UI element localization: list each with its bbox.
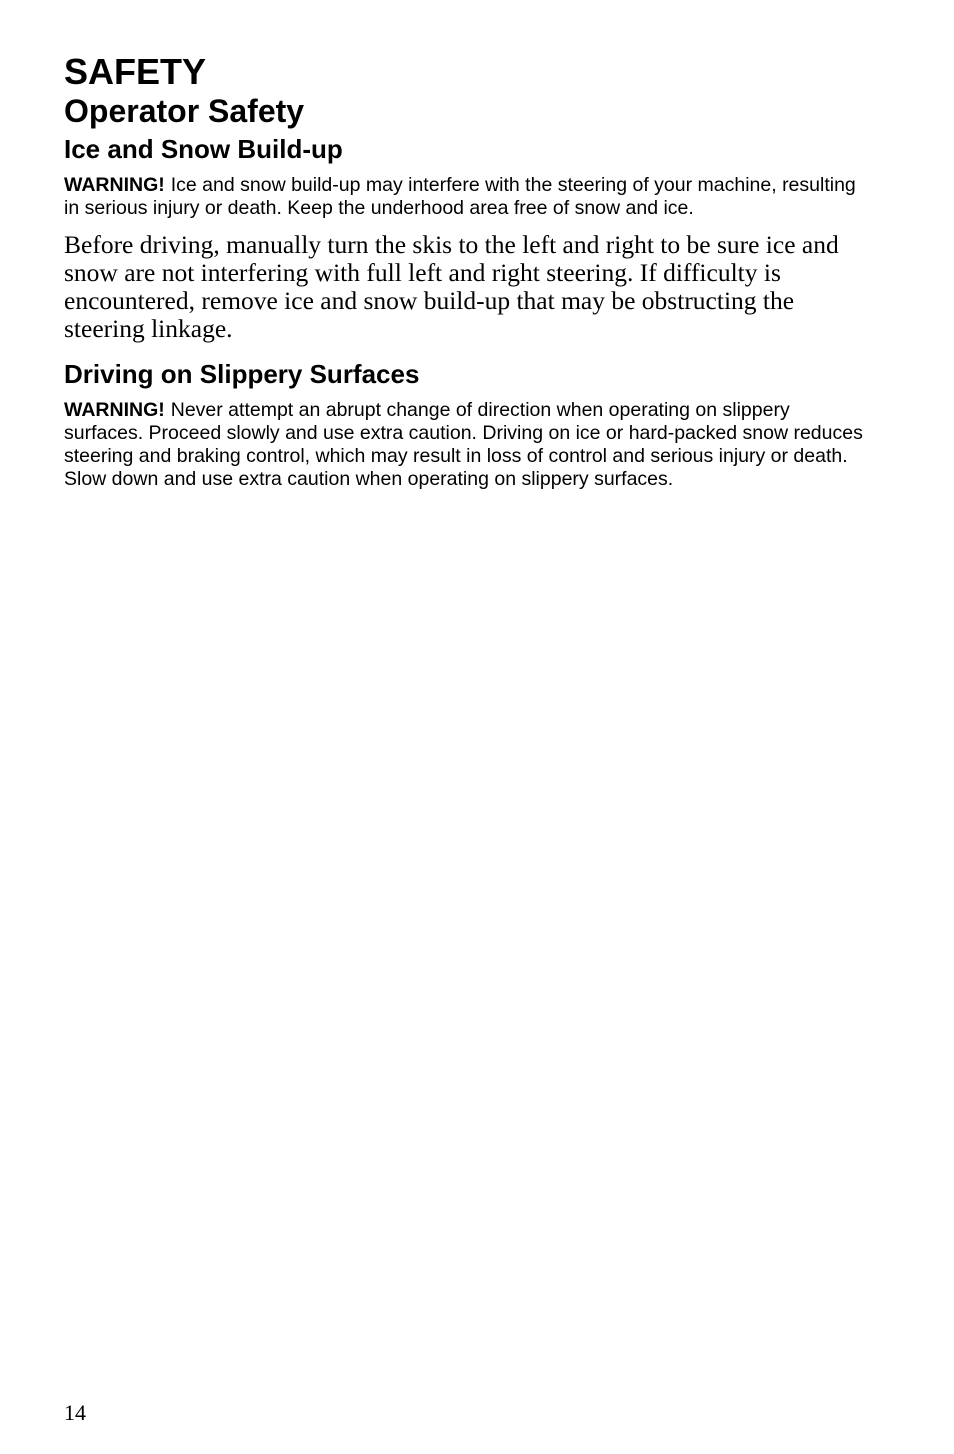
section-title: Operator Safety <box>64 93 305 129</box>
ice-snow-body: Before driving, manually turn the skis to the left and right to be sure ice and snow are not interfering with full left and right steering. If difficulty is encountered, remove ice and snow build-up that may be obstructing the steering linkage. <box>64 230 839 343</box>
ice-snow-warning <box>64 174 864 220</box>
page-number: 14 <box>64 1400 86 1425</box>
page-content <box>64 52 864 491</box>
warning-text: Ice and snow build-up may interfere with the steering of your machine, resulting in serious injury or death. Keep the underhood area free of snow and ice. <box>64 174 856 219</box>
warning-text: Never attempt an abrupt change of direction when operating on slippery surfaces. Proceed slowly and use extra caution. Driving on ice or hard-packed snow reduces steering and braking control, which may result in loss of control and serious injury or death. Slow down and use extra caution when operating on slippery surfaces. <box>64 399 863 490</box>
chapter-title: SAFETY <box>64 51 207 92</box>
warning-label: WARNING! <box>64 399 165 421</box>
slippery-warning <box>64 399 864 491</box>
slippery-heading: Driving on Slippery Surfaces <box>64 359 420 389</box>
warning-label: WARNING! <box>64 174 165 196</box>
ice-snow-heading: Ice and Snow Build-up <box>64 134 343 164</box>
